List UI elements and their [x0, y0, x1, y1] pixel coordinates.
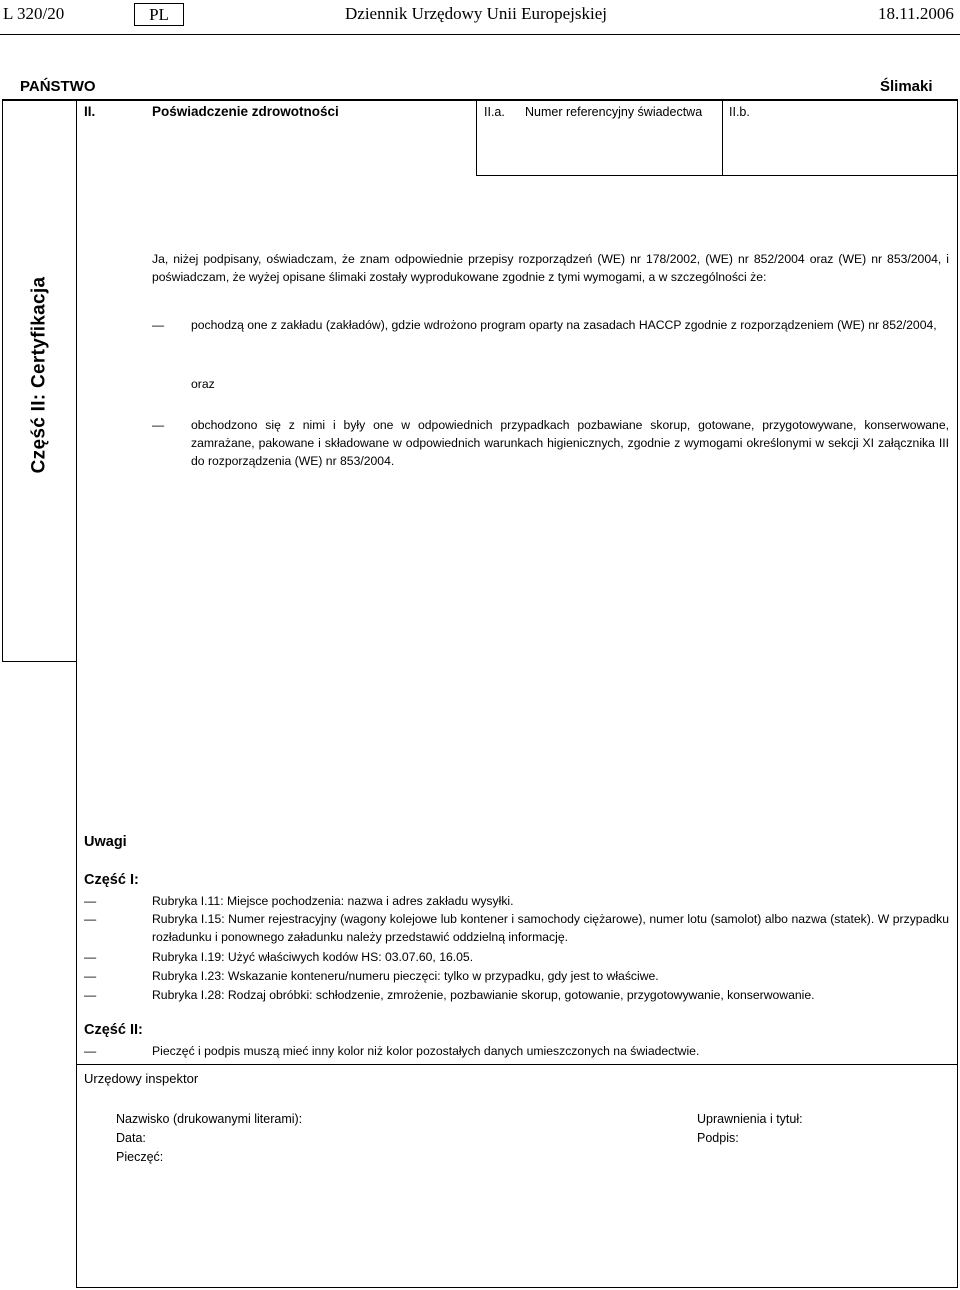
note-item: Rubryka I.15: Numer rejestracyjny (wagony kolejowe lub kontener i samochody ciężarowe), numer lotu (samolot) albo nazwa (statek). W przypadku rozładunku i ponownego załadunku należy przedstawić oddzielną informację. — [152, 912, 949, 944]
publication-date: 18.11.2006 — [878, 4, 954, 23]
note-item: Rubryka I.23: Wskazanie konteneru/numeru pieczęci: tylko w przypadku, gdy jest to właściwe. — [152, 969, 659, 983]
certification-item-hygiene: obchodzono się z nimi i były one w odpowiednich przypadkach pozbawiane skorup, gotowane, przygotowywane, konserwowane, zamrażane, pakowane i składowane w odpowiednich warunkach higienicznych, zgodnie z wymogami określonymi w sekcji XI załącznika III do rozporządzenia (WE) nr 853/2004. — [191, 418, 949, 468]
dash-marker: — — [84, 969, 97, 983]
certification-item-haccp: pochodzą one z zakładu (zakładów), gdzie wdrożono program oparty na zasadach HACCP zgodnie z rozporządzeniem (WE) nr 852/2004, — [191, 318, 937, 332]
ref-b-code: II.b. — [729, 105, 750, 119]
signature-field-label: Podpis: — [697, 1131, 739, 1145]
rights-field-label: Uprawnienia i tytuł: — [697, 1112, 803, 1126]
certification-intro: Ja, niżej podpisany, oświadczam, że znam odpowiednie przepisy rozporządzeń (WE) nr 178/2002, (WE) nr 852/2004 oraz (WE) nr 853/2004, i poświadczam, że wyżej opisane ślimaki zostały wyprodukowane zgodnie z tymi wymogami, a w szczególności że: — [152, 252, 949, 284]
ref-box-bottom-border — [476, 175, 958, 176]
inspector-title: Urzędowy inspektor — [84, 1071, 199, 1086]
dash-marker: — — [84, 950, 97, 964]
section-title: Poświadczenie zdrowotności — [152, 104, 339, 119]
section-number: II. — [84, 104, 96, 119]
form-bottom-border — [76, 1287, 958, 1288]
header-rule — [0, 34, 960, 35]
page-reference: L 320/20 — [3, 4, 65, 23]
stamp-field-label: Pieczęć: — [116, 1150, 164, 1164]
inspector-top-rule — [76, 1064, 958, 1065]
form-right-border — [957, 99, 958, 1288]
dash-marker: — — [84, 912, 97, 926]
certification-conjunction: oraz — [191, 377, 215, 391]
side-label-container — [2, 240, 76, 510]
dash-marker: — — [84, 988, 97, 1002]
dash-marker: — — [84, 894, 97, 908]
country-label: PAŃSTWO — [20, 78, 96, 95]
note-item: Rubryka I.28: Rodzaj obróbki: schłodzenie, zmrożenie, pozbawianie skorup, gotowanie, przygotowywanie, konserwowanie. — [152, 988, 815, 1002]
form-left-border — [76, 99, 77, 1288]
notes-part2-title: Część II: — [84, 1022, 143, 1038]
notes-title: Uwagi — [84, 834, 127, 850]
dash-marker: — — [84, 1044, 97, 1058]
dash-marker: — — [152, 318, 165, 332]
name-field-label: Nazwisko (drukowanymi literami): — [116, 1112, 303, 1126]
side-label-text: Część II: Certyfikacja — [28, 276, 50, 474]
form-top-border — [2, 99, 958, 101]
note-item: Rubryka I.19: Użyć właściwych kodów HS: 03.07.60, 16.05. — [152, 950, 474, 964]
product-label: Ślimaki — [880, 78, 933, 95]
ref-number-code: II.a. — [484, 105, 505, 119]
language-code-box: PL — [134, 3, 184, 26]
ref-box-divider — [722, 99, 723, 176]
ref-box-left-border — [476, 99, 477, 176]
note-item: Rubryka I.11: Miejsce pochodzenia: nazwa i adres zakładu wysyłki. — [152, 894, 514, 908]
dash-marker: — — [152, 418, 165, 432]
ref-number-label: Numer referencyjny świadectwa — [525, 105, 703, 119]
notes-part1-title: Część I: — [84, 872, 139, 888]
date-field-label: Data: — [116, 1131, 146, 1145]
side-panel-bottom-border — [2, 661, 77, 662]
journal-title: Dziennik Urzędowy Unii Europejskiej — [345, 4, 608, 23]
note-item: Pieczęć i podpis muszą mieć inny kolor niż kolor pozostałych danych umieszczonych na świadectwie. — [152, 1044, 700, 1058]
